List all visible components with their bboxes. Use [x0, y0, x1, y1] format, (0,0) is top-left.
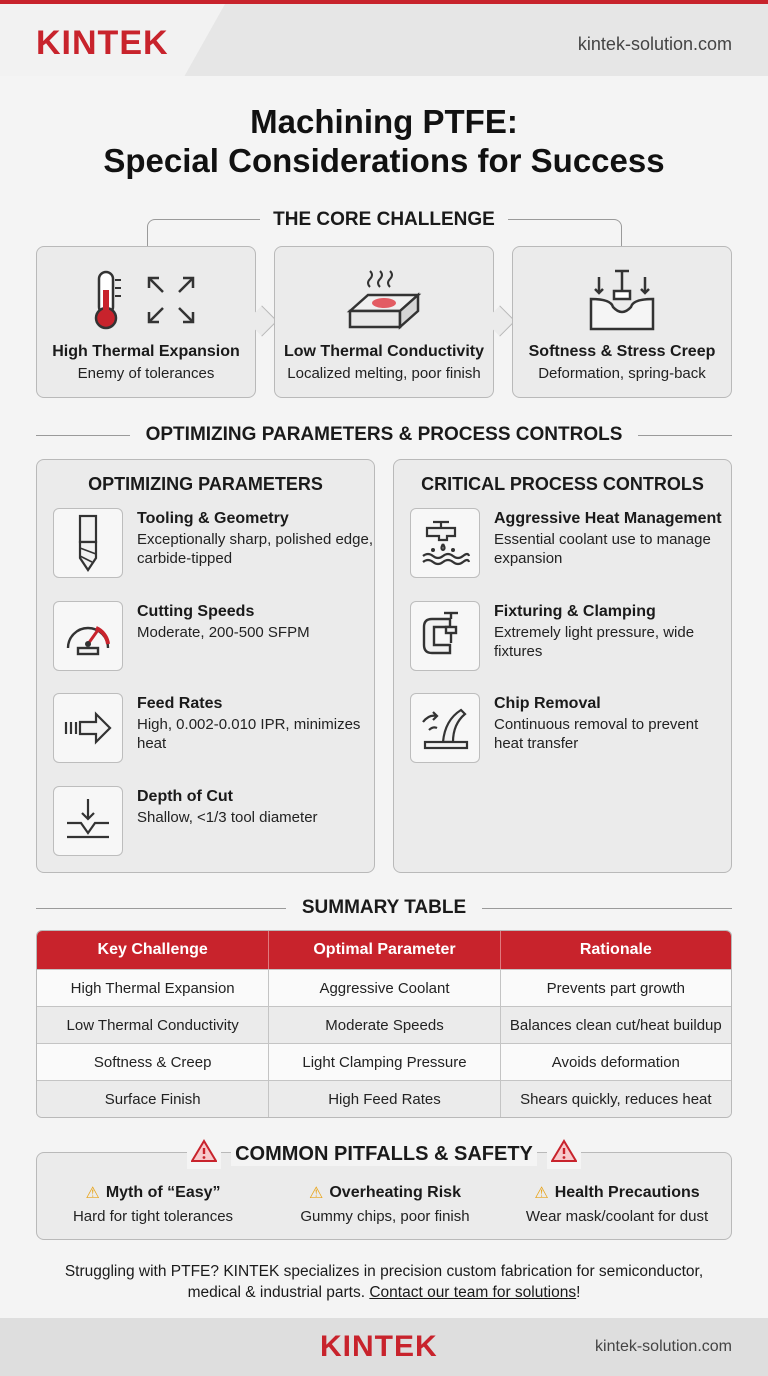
- table-cell: Softness & Creep: [93, 1053, 212, 1071]
- param-item-feed-rates: [53, 693, 363, 765]
- cta-end: !: [576, 1284, 581, 1301]
- control-item-heat: [410, 508, 720, 580]
- item-title: Fixturing & Clamping: [494, 603, 656, 620]
- core-challenge-heading: [260, 208, 508, 232]
- table-row: [37, 1006, 731, 1043]
- footer: [0, 1318, 768, 1376]
- coolant-tap-icon: [410, 508, 480, 578]
- pitfalls-heading: [0, 1139, 768, 1169]
- warning-icon: ⚠: [85, 1185, 100, 1202]
- challenge-subtitle: Localized melting, poor finish: [287, 365, 481, 382]
- warning-triangle-icon: [547, 1139, 581, 1169]
- pitfall-item: [269, 1183, 501, 1225]
- pitfall-title: Myth of “Easy”: [105, 1184, 221, 1201]
- divider: [36, 435, 130, 436]
- pitfalls-heading-text: COMMON PITFALLS & SAFETY: [231, 1143, 537, 1166]
- warning-triangle-icon: [187, 1139, 221, 1169]
- item-title: Cutting Speeds: [137, 603, 255, 620]
- item-title: Feed Rates: [137, 695, 223, 712]
- table-row: [37, 1080, 731, 1117]
- contact-link[interactable]: Contact our team for solutions: [369, 1284, 577, 1301]
- divider: [638, 435, 732, 436]
- pitfall-item: [501, 1183, 733, 1225]
- pitfall-desc: Hard for tight tolerances: [72, 1208, 234, 1225]
- item-title: Chip Removal: [494, 695, 601, 712]
- item-desc: Exceptionally sharp, polished edge, carbide-tipped: [137, 531, 373, 567]
- table-cell: High Thermal Expansion: [70, 979, 235, 997]
- pitfall-desc: Gummy chips, poor finish: [300, 1208, 470, 1225]
- table-row: [37, 1043, 731, 1080]
- table-row: [37, 969, 731, 1006]
- control-item-fixturing: [410, 601, 720, 673]
- challenge-title: Softness & Stress Creep: [528, 343, 716, 360]
- cta-text: [60, 1261, 708, 1303]
- top-bar: [0, 0, 768, 76]
- table-cell: Light Clamping Pressure: [268, 1044, 499, 1080]
- title-line-2: Special Considerations for Success: [103, 142, 665, 179]
- table-cell: Low Thermal Conductivity: [66, 1016, 239, 1034]
- item-title: Depth of Cut: [137, 788, 233, 805]
- warning-icon: ⚠: [309, 1185, 324, 1202]
- kintek-logo[interactable]: KINTEK: [36, 24, 169, 62]
- process-heading-text: OPTIMIZING PARAMETERS & PROCESS CONTROLS: [145, 424, 623, 445]
- item-desc: Extremely light pressure, wide fixtures: [494, 624, 695, 660]
- footer-logo[interactable]: KINTEK: [320, 1330, 438, 1363]
- pitfall-title: Health Precautions: [554, 1184, 700, 1201]
- divider: [36, 908, 286, 909]
- table-cell: Surface Finish: [104, 1090, 201, 1108]
- cta-body: Struggling with PTFE? KINTEK specializes in precision custom fabrication for semiconductor, medical & industrial parts.: [64, 1263, 704, 1301]
- item-desc: Essential coolant use to manage expansion: [494, 531, 711, 567]
- warning-icon: ⚠: [534, 1185, 549, 1202]
- speedometer-icon: [53, 601, 123, 671]
- param-item-cutting-speeds: [53, 601, 363, 673]
- table-cell: Avoids deformation: [500, 1044, 731, 1080]
- challenge-subtitle: Deformation, spring-back: [538, 365, 706, 382]
- optimizing-parameters-panel: [36, 459, 375, 873]
- chip-removal-icon: [410, 693, 480, 763]
- item-desc: Moderate, 200-500 SFPM: [137, 624, 310, 641]
- site-url[interactable]: kintek-solution.com: [577, 34, 732, 54]
- table-cell: Balances clean cut/heat buildup: [500, 1007, 731, 1043]
- table-header-row: [37, 931, 731, 969]
- control-item-chip-removal: [410, 693, 720, 765]
- summary-table: [36, 930, 732, 1118]
- challenge-card-conductivity: [274, 246, 494, 398]
- critical-process-controls-panel: [393, 459, 732, 873]
- param-item-tooling: [53, 508, 373, 580]
- challenge-subtitle: Enemy of tolerances: [77, 365, 215, 382]
- column-header: Key Challenge: [97, 941, 208, 958]
- column-header: Rationale: [500, 931, 731, 969]
- footer-site-url[interactable]: kintek-solution.com: [595, 1338, 732, 1355]
- challenge-title: Low Thermal Conductivity: [283, 343, 484, 360]
- table-cell: Shears quickly, reduces heat: [500, 1081, 731, 1117]
- press-deform-icon: [513, 265, 731, 335]
- param-item-depth-of-cut: [53, 786, 363, 858]
- summary-heading-text: SUMMARY TABLE: [301, 897, 467, 918]
- feed-arrow-icon: [53, 693, 123, 763]
- item-desc: High, 0.002-0.010 IPR, minimizes heat: [137, 716, 361, 752]
- divider: [482, 908, 732, 909]
- challenge-card-expansion: [36, 246, 256, 398]
- column-header: Optimal Parameter: [268, 931, 499, 969]
- pitfall-item: [37, 1183, 269, 1225]
- panel-heading: OPTIMIZING PARAMETERS: [88, 474, 323, 494]
- table-cell: Moderate Speeds: [268, 1007, 499, 1043]
- panel-heading: CRITICAL PROCESS CONTROLS: [421, 474, 704, 494]
- summary-heading: [36, 896, 732, 920]
- table-cell: High Feed Rates: [268, 1081, 499, 1117]
- c-clamp-icon: [410, 601, 480, 671]
- drill-bit-icon: [53, 508, 123, 578]
- process-heading: [36, 423, 732, 447]
- item-desc: Continuous removal to prevent heat transfer: [494, 716, 699, 752]
- table-cell: Prevents part growth: [500, 970, 731, 1006]
- table-cell: Aggressive Coolant: [268, 970, 499, 1006]
- challenge-title: High Thermal Expansion: [52, 343, 240, 360]
- heated-block-icon: [275, 265, 493, 335]
- pitfall-desc: Wear mask/coolant for dust: [525, 1208, 709, 1225]
- challenge-card-softness: [512, 246, 732, 398]
- pitfall-title: Overheating Risk: [329, 1184, 461, 1201]
- core-challenge-title: THE CORE CHALLENGE: [273, 209, 495, 230]
- item-title: Tooling & Geometry: [137, 510, 289, 527]
- depth-cut-icon: [53, 786, 123, 856]
- item-desc: Shallow, <1/3 tool diameter: [137, 809, 318, 826]
- page-title: [0, 102, 768, 180]
- title-line-1: Machining PTFE:: [250, 103, 518, 140]
- thermometer-expand-icon: [37, 265, 255, 335]
- item-title: Aggressive Heat Management: [494, 510, 722, 527]
